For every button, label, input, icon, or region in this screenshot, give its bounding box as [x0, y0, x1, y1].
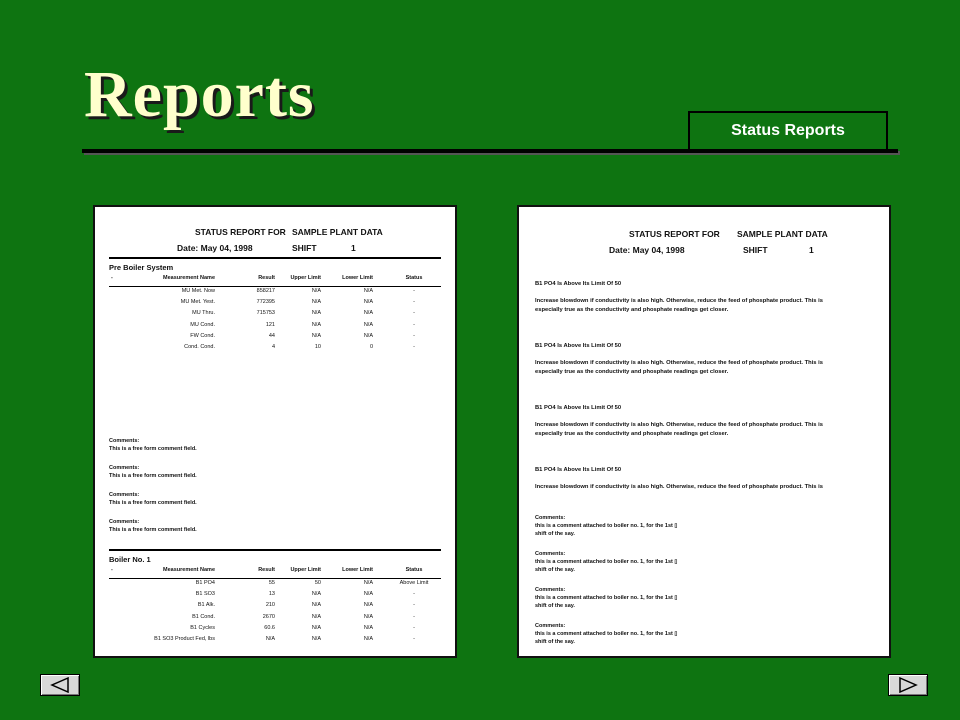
cell-result: 2670	[262, 613, 275, 620]
comment-block	[535, 622, 677, 646]
comment-text: This is a free form comment field.	[109, 527, 197, 533]
table-row	[109, 333, 441, 344]
cell-status: -	[413, 332, 415, 339]
alert-text	[535, 359, 879, 377]
cell-upper: N/A	[311, 624, 321, 631]
cell-name: B1 SO3 Product Fed, lbs	[154, 636, 215, 642]
comment-block	[109, 491, 197, 507]
comment-label: Comments:	[535, 551, 566, 557]
comment-text-line: this is a comment attached to boiler no. 1, for the 1st ▯	[535, 523, 678, 529]
cell-status: -	[413, 299, 415, 306]
table-header	[109, 567, 441, 579]
comment-label: Comments:	[535, 623, 566, 629]
col-upper: Upper Limit	[290, 275, 321, 281]
triangle-left-icon	[47, 677, 73, 693]
comment-label: Comments:	[535, 587, 566, 593]
alert-text-line: especially true as the conductivity and phosphate readings get closer.	[535, 431, 729, 437]
cell-lower: N/A	[363, 332, 373, 339]
cell-lower: N/A	[363, 580, 373, 586]
alert-text-line: especially true as the conductivity and phosphate readings get closer.	[535, 307, 729, 313]
section-divider	[109, 257, 441, 259]
previous-slide-button[interactable]	[40, 674, 80, 696]
cell-upper: N/A	[311, 591, 321, 598]
comment-text-line: this is a comment attached to boiler no. 1, for the 1st ▯	[535, 631, 678, 637]
report-shift-label: SHIFT	[292, 243, 317, 253]
col-result: Result	[258, 275, 275, 281]
cell-lower: N/A	[363, 602, 373, 609]
comment-block	[535, 550, 677, 574]
comment-block	[109, 437, 197, 453]
comment-text: This is a free form comment field.	[109, 500, 197, 506]
comment-block	[535, 514, 677, 538]
cell-status: -	[413, 613, 415, 620]
table-row	[109, 310, 441, 321]
cell-name: MU Cond.	[190, 321, 215, 328]
cell-lower: N/A	[363, 299, 373, 306]
cell-upper: N/A	[311, 613, 321, 620]
cell-lower: 0	[369, 344, 373, 350]
cell-lower: N/A	[363, 613, 373, 620]
cell-name: B1 Alk.	[197, 602, 215, 609]
cell-upper: N/A	[311, 332, 321, 339]
report-date: Date: May 04, 1998	[609, 245, 685, 255]
report-title-label: STATUS REPORT FOR	[629, 229, 720, 239]
cell-lower: N/A	[363, 310, 373, 317]
alert-text	[535, 297, 879, 315]
cell-name: FW Cond.	[190, 332, 215, 339]
triangle-right-icon	[895, 677, 921, 693]
comment-text-line: this is a comment attached to boiler no. 1, for the 1st ▯	[535, 559, 678, 565]
cell-upper: 50	[314, 580, 321, 586]
cell-upper: N/A	[311, 310, 321, 317]
alert-text-line: Increase blowdown if conductivity is also high. Otherwise, reduce the feed of phosphate product. This is	[535, 298, 823, 304]
cell-name: MU Thru.	[192, 310, 215, 317]
comment-text-line: shift of the say.	[535, 639, 575, 645]
report-date: Date: May 04, 1998	[177, 243, 253, 253]
comment-text: This is a free form comment field.	[109, 473, 197, 479]
cell-result: N/A	[265, 636, 275, 642]
comment-label: Comments:	[109, 492, 140, 498]
col-dash: -	[111, 275, 113, 281]
status-report-table-image	[93, 205, 457, 658]
cell-result: 772395	[256, 299, 275, 306]
alert-text	[535, 421, 879, 439]
cell-result: 121	[265, 321, 275, 328]
table-row	[109, 591, 441, 602]
cell-upper: N/A	[311, 636, 321, 642]
col-lower: Lower Limit	[342, 567, 373, 573]
cell-result: 210	[265, 602, 275, 609]
col-status: Status	[405, 275, 423, 281]
comment-block	[109, 464, 197, 480]
cell-result: 715753	[256, 310, 275, 317]
table-row	[109, 288, 441, 299]
cell-status: -	[413, 310, 415, 317]
cell-upper: N/A	[311, 288, 321, 294]
comment-label: Comments:	[535, 515, 566, 521]
comment-label: Comments:	[109, 519, 140, 525]
col-upper: Upper Limit	[290, 567, 321, 573]
table-row	[109, 299, 441, 310]
table-row	[109, 322, 441, 333]
cell-lower: N/A	[363, 321, 373, 328]
cell-result: 55	[268, 580, 275, 586]
section-title-pre-boiler: Pre Boiler System	[109, 263, 174, 272]
cell-status: Above Limit	[399, 580, 429, 586]
alert-heading: B1 PO4 Is Above Its Limit Of 50	[535, 467, 622, 473]
alert-heading: B1 PO4 Is Above Its Limit Of 50	[535, 405, 622, 411]
alert-heading: B1 PO4 Is Above Its Limit Of 50	[535, 281, 622, 287]
cell-lower: N/A	[363, 591, 373, 598]
comment-label: Comments:	[109, 465, 140, 471]
cell-lower: N/A	[363, 636, 373, 642]
alert-text-line: especially true as the conductivity and phosphate readings get closer.	[535, 369, 729, 375]
cell-status: -	[413, 344, 415, 350]
cell-status: -	[413, 321, 415, 328]
report-title-value: SAMPLE PLANT DATA	[737, 229, 828, 239]
cell-status: -	[413, 624, 415, 631]
col-lower: Lower Limit	[342, 275, 373, 281]
comment-text: This is a free form comment field.	[109, 446, 197, 452]
col-status: Status	[405, 567, 423, 573]
cell-result: 60.6	[264, 624, 275, 631]
next-slide-button[interactable]	[888, 674, 928, 696]
title-divider	[82, 149, 898, 153]
table-row	[109, 602, 441, 613]
cell-name: MU Met. Yest.	[180, 299, 215, 306]
alert-heading: B1 PO4 Is Above Its Limit Of 50	[535, 343, 622, 349]
comment-text-line: shift of the say.	[535, 567, 575, 573]
cell-lower: N/A	[363, 288, 373, 294]
cell-name: B1 SO3	[195, 591, 215, 598]
slide-title: Reports	[84, 58, 315, 131]
cell-upper: N/A	[311, 602, 321, 609]
section-title-boiler-1: Boiler No. 1	[109, 555, 151, 564]
cell-lower: N/A	[363, 624, 373, 631]
table-row	[109, 614, 441, 625]
comment-text-line: shift of the say.	[535, 603, 575, 609]
cell-name: B1 Cond.	[192, 613, 215, 620]
cell-name: B1 PO4	[195, 580, 215, 586]
section-divider	[109, 549, 441, 551]
comment-block	[109, 518, 197, 534]
cell-name: Cond. Cond.	[184, 344, 215, 350]
report-title-label: STATUS REPORT FOR	[195, 227, 286, 237]
cell-upper: N/A	[311, 321, 321, 328]
alert-text-line: Increase blowdown if conductivity is also high. Otherwise, reduce the feed of phosphate product. This is	[535, 422, 823, 428]
col-result: Result	[258, 567, 275, 573]
report-shift-value: 1	[351, 243, 356, 253]
alert-text-line: Increase blowdown if conductivity is also high. Otherwise, reduce the feed of phosphate product. This is	[535, 484, 823, 490]
report-shift-value: 1	[809, 245, 814, 255]
comment-text-line: this is a comment attached to boiler no. 1, for the 1st ▯	[535, 595, 678, 601]
cell-status: -	[413, 591, 415, 598]
cell-result: 4	[271, 344, 275, 350]
cell-status: -	[413, 602, 415, 609]
comment-label: Comments:	[109, 438, 140, 444]
report-title-value: SAMPLE PLANT DATA	[292, 227, 383, 237]
table-row	[109, 580, 441, 591]
cell-upper: N/A	[311, 299, 321, 306]
cell-status: -	[413, 288, 415, 294]
table-header	[109, 275, 441, 287]
table-row	[109, 625, 441, 636]
col-name: Measurement Name	[163, 275, 215, 281]
col-dash: -	[111, 567, 113, 573]
alert-text-line: Increase blowdown if conductivity is also high. Otherwise, reduce the feed of phosphate product. This is	[535, 360, 823, 366]
cell-result: 13	[268, 591, 275, 598]
cell-result: 44	[268, 332, 275, 339]
cell-status: -	[413, 636, 415, 642]
cell-upper: 10	[314, 344, 321, 350]
status-report-alerts-image	[517, 205, 891, 658]
comment-block	[535, 586, 677, 610]
status-reports-tab[interactable]: Status Reports	[688, 111, 888, 149]
cell-name: MU Met. Now	[181, 288, 215, 294]
table-row	[109, 636, 441, 647]
cell-result: 858217	[256, 288, 275, 294]
alert-text	[535, 483, 879, 492]
table-row	[109, 344, 441, 355]
report-shift-label: SHIFT	[743, 245, 768, 255]
col-name: Measurement Name	[163, 567, 215, 573]
comment-text-line: shift of the say.	[535, 531, 575, 537]
cell-name: B1 Cycles	[190, 624, 215, 631]
